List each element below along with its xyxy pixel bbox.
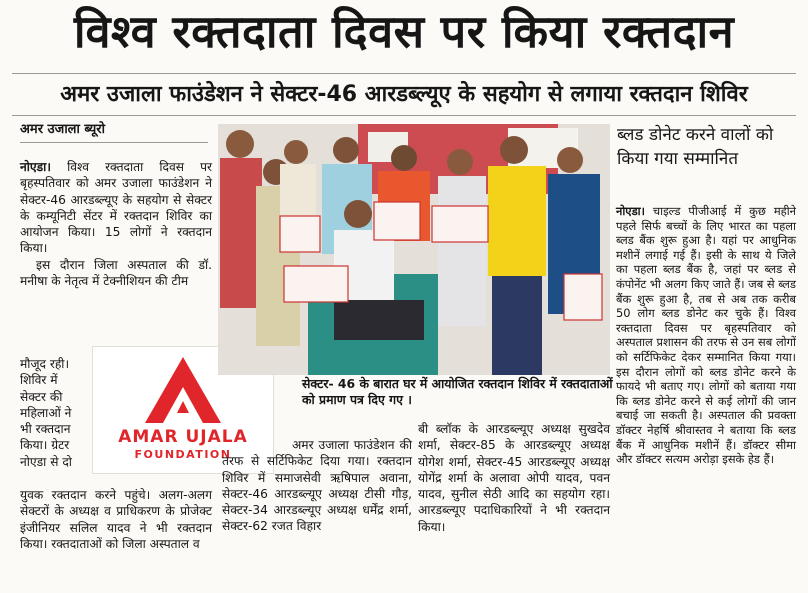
sidebar-body — [616, 204, 796, 467]
middle-column — [222, 437, 412, 535]
sidebar-dateline: नोएडा। — [616, 204, 645, 218]
paragraph-2a: इस दौरान जिला अस्पताल की डॉ. मनीषा के नेतृत्व में टेक्नीशियन की टीम — [20, 257, 212, 289]
event-photo — [218, 124, 610, 375]
photo-illustration — [218, 124, 610, 375]
paragraph-2b: मौजूद रही। शिविर में सेक्टर की महिलाओं ने भी रक्तदान किया। ग्रेटर नोएडा से दो — [20, 357, 72, 469]
sidebar-text: चाइल्ड पीजीआई में कुछ महीने पहले सिर्फ बच्चों के लिए भारत का पहला ब्लड बैंक शुरू हुआ है। यहां पर आधुनिक मशीनें लगाई गई हैं। इसी के साथ ये जिले का पहला ब्लड बैंक है, जहां पर ब्लड से कंपोनेंट भी अलग किए जाते हैं। जब से ब्लड बैंक शुरू हुआ है, तब से अब तक करीब 50 लोग ब्लड डोनेट कर चुके हैं। विश्व रक्तदाता दिवस पर बृहस्पतिवार को अस्पताल प्रशासन की तरफ से उन सब लोगों को सर्टिफिकेट देकर सम्मानित किया गया। इस दौरान लोगों को ब्लड डोनेट करने के फायदे भी बताए गए। लोगों को बताया गया कि ब्लड डोनेट करने से कई लोगों की जान बचाई जा सकती है। अस्पताल की प्रवक्ता डॉक्टर नेहर्षि श्रीवास्तव ने बताया कि ब्लड बैंक में आधुनिक मशीनें हैं। डॉक्टर सीमा और डॉक्टर सत्यम अरोड़ा इसके हेड हैं। — [616, 204, 796, 467]
dateline: नोएडा। — [20, 160, 51, 174]
paragraph-1: विश्व रक्तदाता दिवस पर बृहस्पतिवार को अमर उजाला फाउंडेशन ने सेक्टर-46 आरडब्ल्यूए के सहयोग से सेक्टर के कम्यूनिटी सेंटर में रक्तदान शिविर का आयोजन किया। 15 लोगों ने रक्तदान किया। — [20, 160, 213, 256]
subhead-divider — [12, 115, 796, 116]
byline: अमर उजाला ब्यूरो — [20, 122, 105, 137]
right-lower-paragraph: बी ब्लॉक के आरडब्ल्यूए अध्यक्ष सुखदेव शर्मा, सेक्टर-85 के आरडब्ल्यूए अध्यक्ष योगेश शर्मा, सेक्टर-45 आरडब्ल्यूए अध्यक्ष योगेंद्र शर्मा के अलावा ओपी यादव, पवन यादव, सुनील सेठी आदि का सहयोग रहा। आरडब्ल्यूए पदाधिकारियों ने भी रक्तदान किया। — [418, 422, 610, 534]
right-lower-column — [418, 421, 610, 535]
subheadline: अमर उजाला फाउंडेशन ने सेक्टर-46 आरडब्ल्यूए के सहयोग से लगाया रक्तदान शिविर — [60, 82, 748, 107]
photo-caption: सेक्टर- 46 के बारात घर में आयोजित रक्तदान शिविर में रक्तदाताओं को प्रमाण पत्र दिए गए । — [302, 376, 613, 407]
sidebar-title: ब्लड डोनेट करने वालों को किया गया सम्मानित — [617, 125, 774, 169]
byline-divider — [20, 142, 208, 143]
headline: विश्व रक्तदाता दिवस पर किया रक्तदान — [73, 5, 735, 58]
logo-text-line2: FOUNDATION — [134, 448, 232, 461]
left-column-top — [20, 159, 212, 289]
middle-paragraph: अमर उजाला फाउंडेशन की तरफ से सर्टिफिकेट दिया गया। रक्तदान शिविर में समाजसेवी ऋषिपाल अवाना, सेक्टर-46 आरडब्ल्यूए अध्यक्ष टीसी गौड़, सेक्टर-34 आरडब्ल्यूए अध्यक्ष धर्मेंद्र शर्मा, सेक्टर-62 रजत विहार — [222, 438, 412, 534]
logo-text-line1: AMAR UJALA — [118, 427, 248, 447]
left-column-narrow — [20, 356, 86, 470]
paragraph-3: युवक रक्तदान करने पहुंचे। अलग-अलग सेक्टरों के अध्यक्ष व प्राधिकरण के प्रोजेक्ट इंजीनियर सलिल यादव ने भी रक्तदान किया। रक्तदाताओं को जिला अस्पताल व — [20, 488, 212, 551]
left-column-bottom — [20, 487, 212, 552]
headline-divider — [12, 73, 796, 74]
